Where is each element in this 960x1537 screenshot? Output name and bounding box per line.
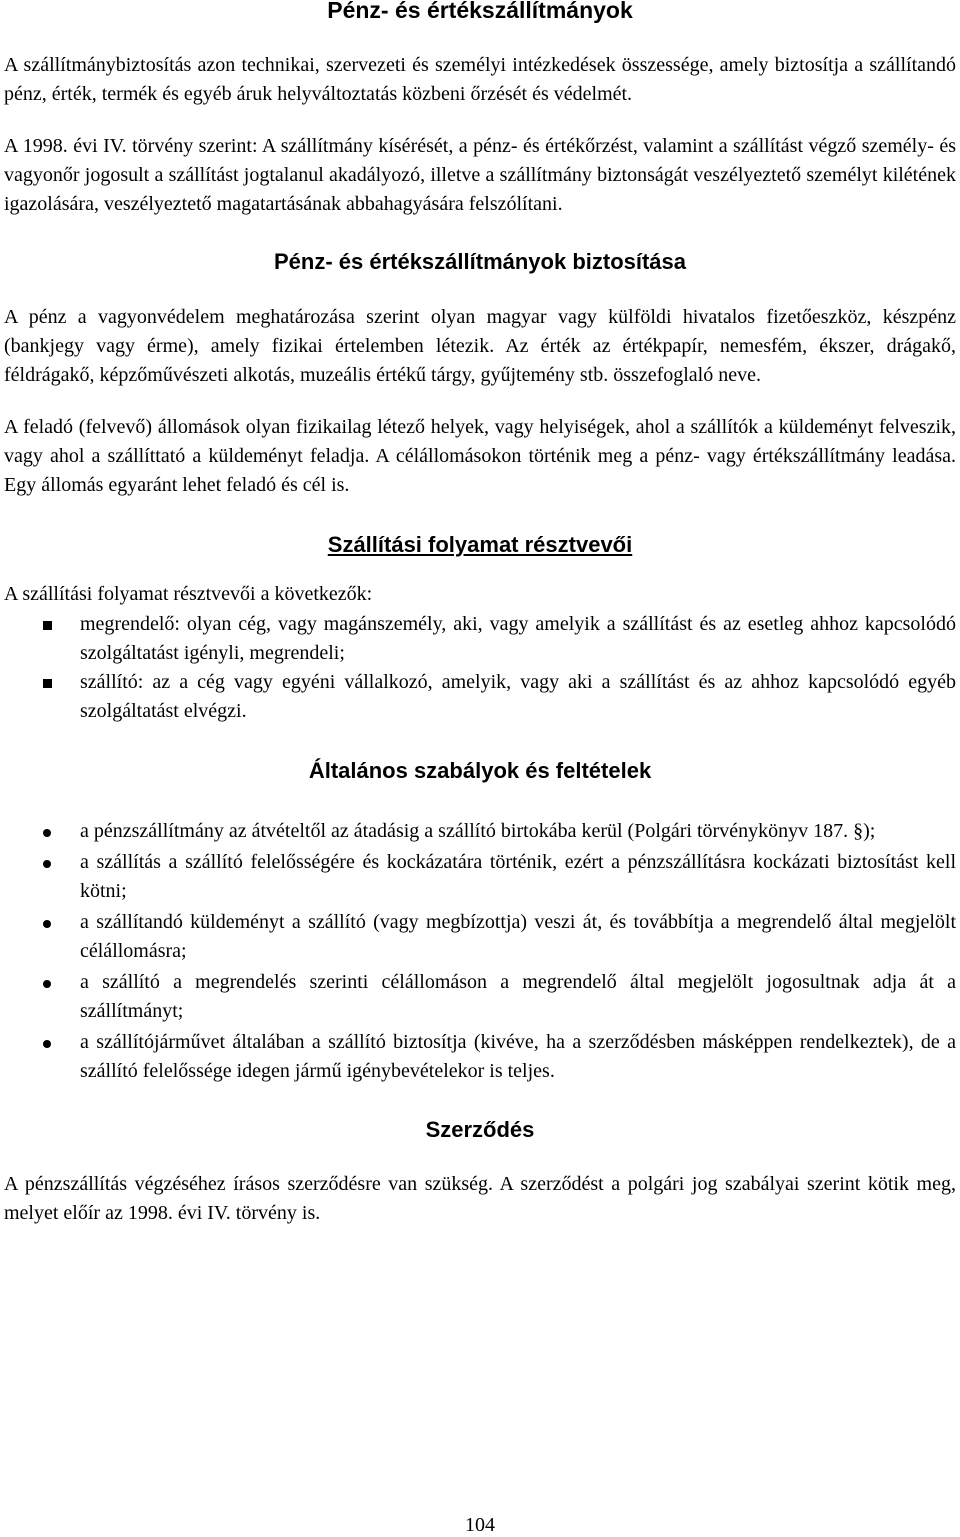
list-item-text: a szállítandó küldeményt a szállító (vagy megbízottja) veszi át, és továbbítja a megrendelő által megjelölt célállomásra; [80, 911, 956, 962]
list-item-text: a szállító a megrendelés szerinti célállomáson a megrendelő által megjelölt jogosultnak adja át a szállítmányt; [80, 971, 956, 1022]
dot-bullet-icon [37, 968, 57, 997]
rules-list [4, 817, 956, 1086]
intro-paragraph-2: A 1998. évi IV. törvény szerint: A szállítmány kísérését, a pénz- és értékőrzést, valamint a szállítást végző személy- és vagyonőr jogosult a szállítást jogtalanul akadályozó, illetve a szállítmány biztonságát veszélyeztető személyt kilétének igazolására, veszélyeztető magatartásának abbahagyására felszólítani. [4, 135, 956, 215]
list-item-text: a pénzszállítmány az átvételtől az átadásig a szállító birtokába kerül (Polgári törvénykönyv 187. §); [80, 820, 876, 842]
participants-intro: A szállítási folyamat résztvevői a következők: [4, 583, 373, 605]
section-heading-contract: Szerződés [425, 1117, 535, 1142]
square-bullet-icon [37, 668, 57, 697]
list-item [4, 908, 956, 966]
dot-bullet-icon [37, 817, 57, 846]
list-item [4, 610, 956, 668]
section-heading-insurance: Pénz- és értékszállítmányok biztosítása [273, 249, 687, 274]
list-item-text: a szállítás a szállító felelősségére és kockázatára történik, ezért a pénzszállításra kockázati biztosítást kell kötni; [80, 851, 956, 902]
list-item [4, 817, 956, 846]
dot-bullet-icon [37, 908, 57, 937]
page-number: 104 [465, 1514, 495, 1536]
list-item [4, 1028, 956, 1086]
section-heading-rules: Általános szabályok és feltételek [308, 758, 652, 783]
contract-paragraph: A pénzszállítás végzéséhez írásos szerződésre van szükség. A szerződést a polgári jog szabályai szerint kötik meg, melyet előír az 1998. évi IV. törvény is. [4, 1173, 956, 1224]
dot-bullet-icon [37, 848, 57, 877]
document-page [4, 0, 956, 1228]
list-item-text: a szállítójárművet általában a szállító biztosítja (kivéve, ha a szerződésben másképpen rendelkeztek), de a szállító felelőssége idegen jármű igénybevételekor is teljes. [80, 1031, 956, 1082]
list-item [4, 668, 956, 726]
list-item-text: megrendelő: olyan cég, vagy magánszemély, aki, vagy amelyik a szállítást és az esetleg ahhoz kapcsolódó szolgáltatást igényli, megrendeli; [80, 613, 956, 664]
insurance-paragraph-2: A feladó (felvevő) állomások olyan fizikailag létező helyek, vagy helyiségek, ahol a szállítók a küldeményt felveszik, vagy ahol a szállíttató a küldeményt feladja. A célállomásokon történik meg a pénz- vagy értékszállítmány leadása. Egy állomás egyaránt lehet feladó és cél is. [4, 416, 956, 496]
list-item [4, 968, 956, 1026]
list-item [4, 848, 956, 906]
square-bullet-icon [37, 610, 57, 639]
participants-list [4, 610, 956, 726]
intro-paragraph-1: A szállítmánybiztosítás azon technikai, szervezeti és személyi intézkedések összessége, amely biztosítja a szállítandó pénz, érték, termék és egyéb áruk helyváltoztatás közbeni őrzését és védelmét. [4, 54, 956, 105]
insurance-paragraph-1: A pénz a vagyonvédelem meghatározása szerint olyan magyar vagy külföldi hivatalos fizetőeszköz, készpénz (bankjegy vagy érme), amely fizikai értelemben létezik. Az érték az értékpapír, nemesfém, ékszer, drágakő, féldrágakő, képzőművészeti alkotás, muzeális értékű tárgy, gyűjtemény stb. összefoglaló neve. [4, 306, 956, 386]
dot-bullet-icon [37, 1028, 57, 1057]
page-title: Pénz- és értékszállítmányok [327, 0, 633, 23]
section-heading-participants: Szállítási folyamat résztvevői [327, 532, 633, 557]
list-item-text: szállító: az a cég vagy egyéni vállalkozó, amelyik, vagy aki a szállítást és az ahhoz kapcsolódó egyéb szolgáltatást elvégzi. [80, 671, 956, 722]
